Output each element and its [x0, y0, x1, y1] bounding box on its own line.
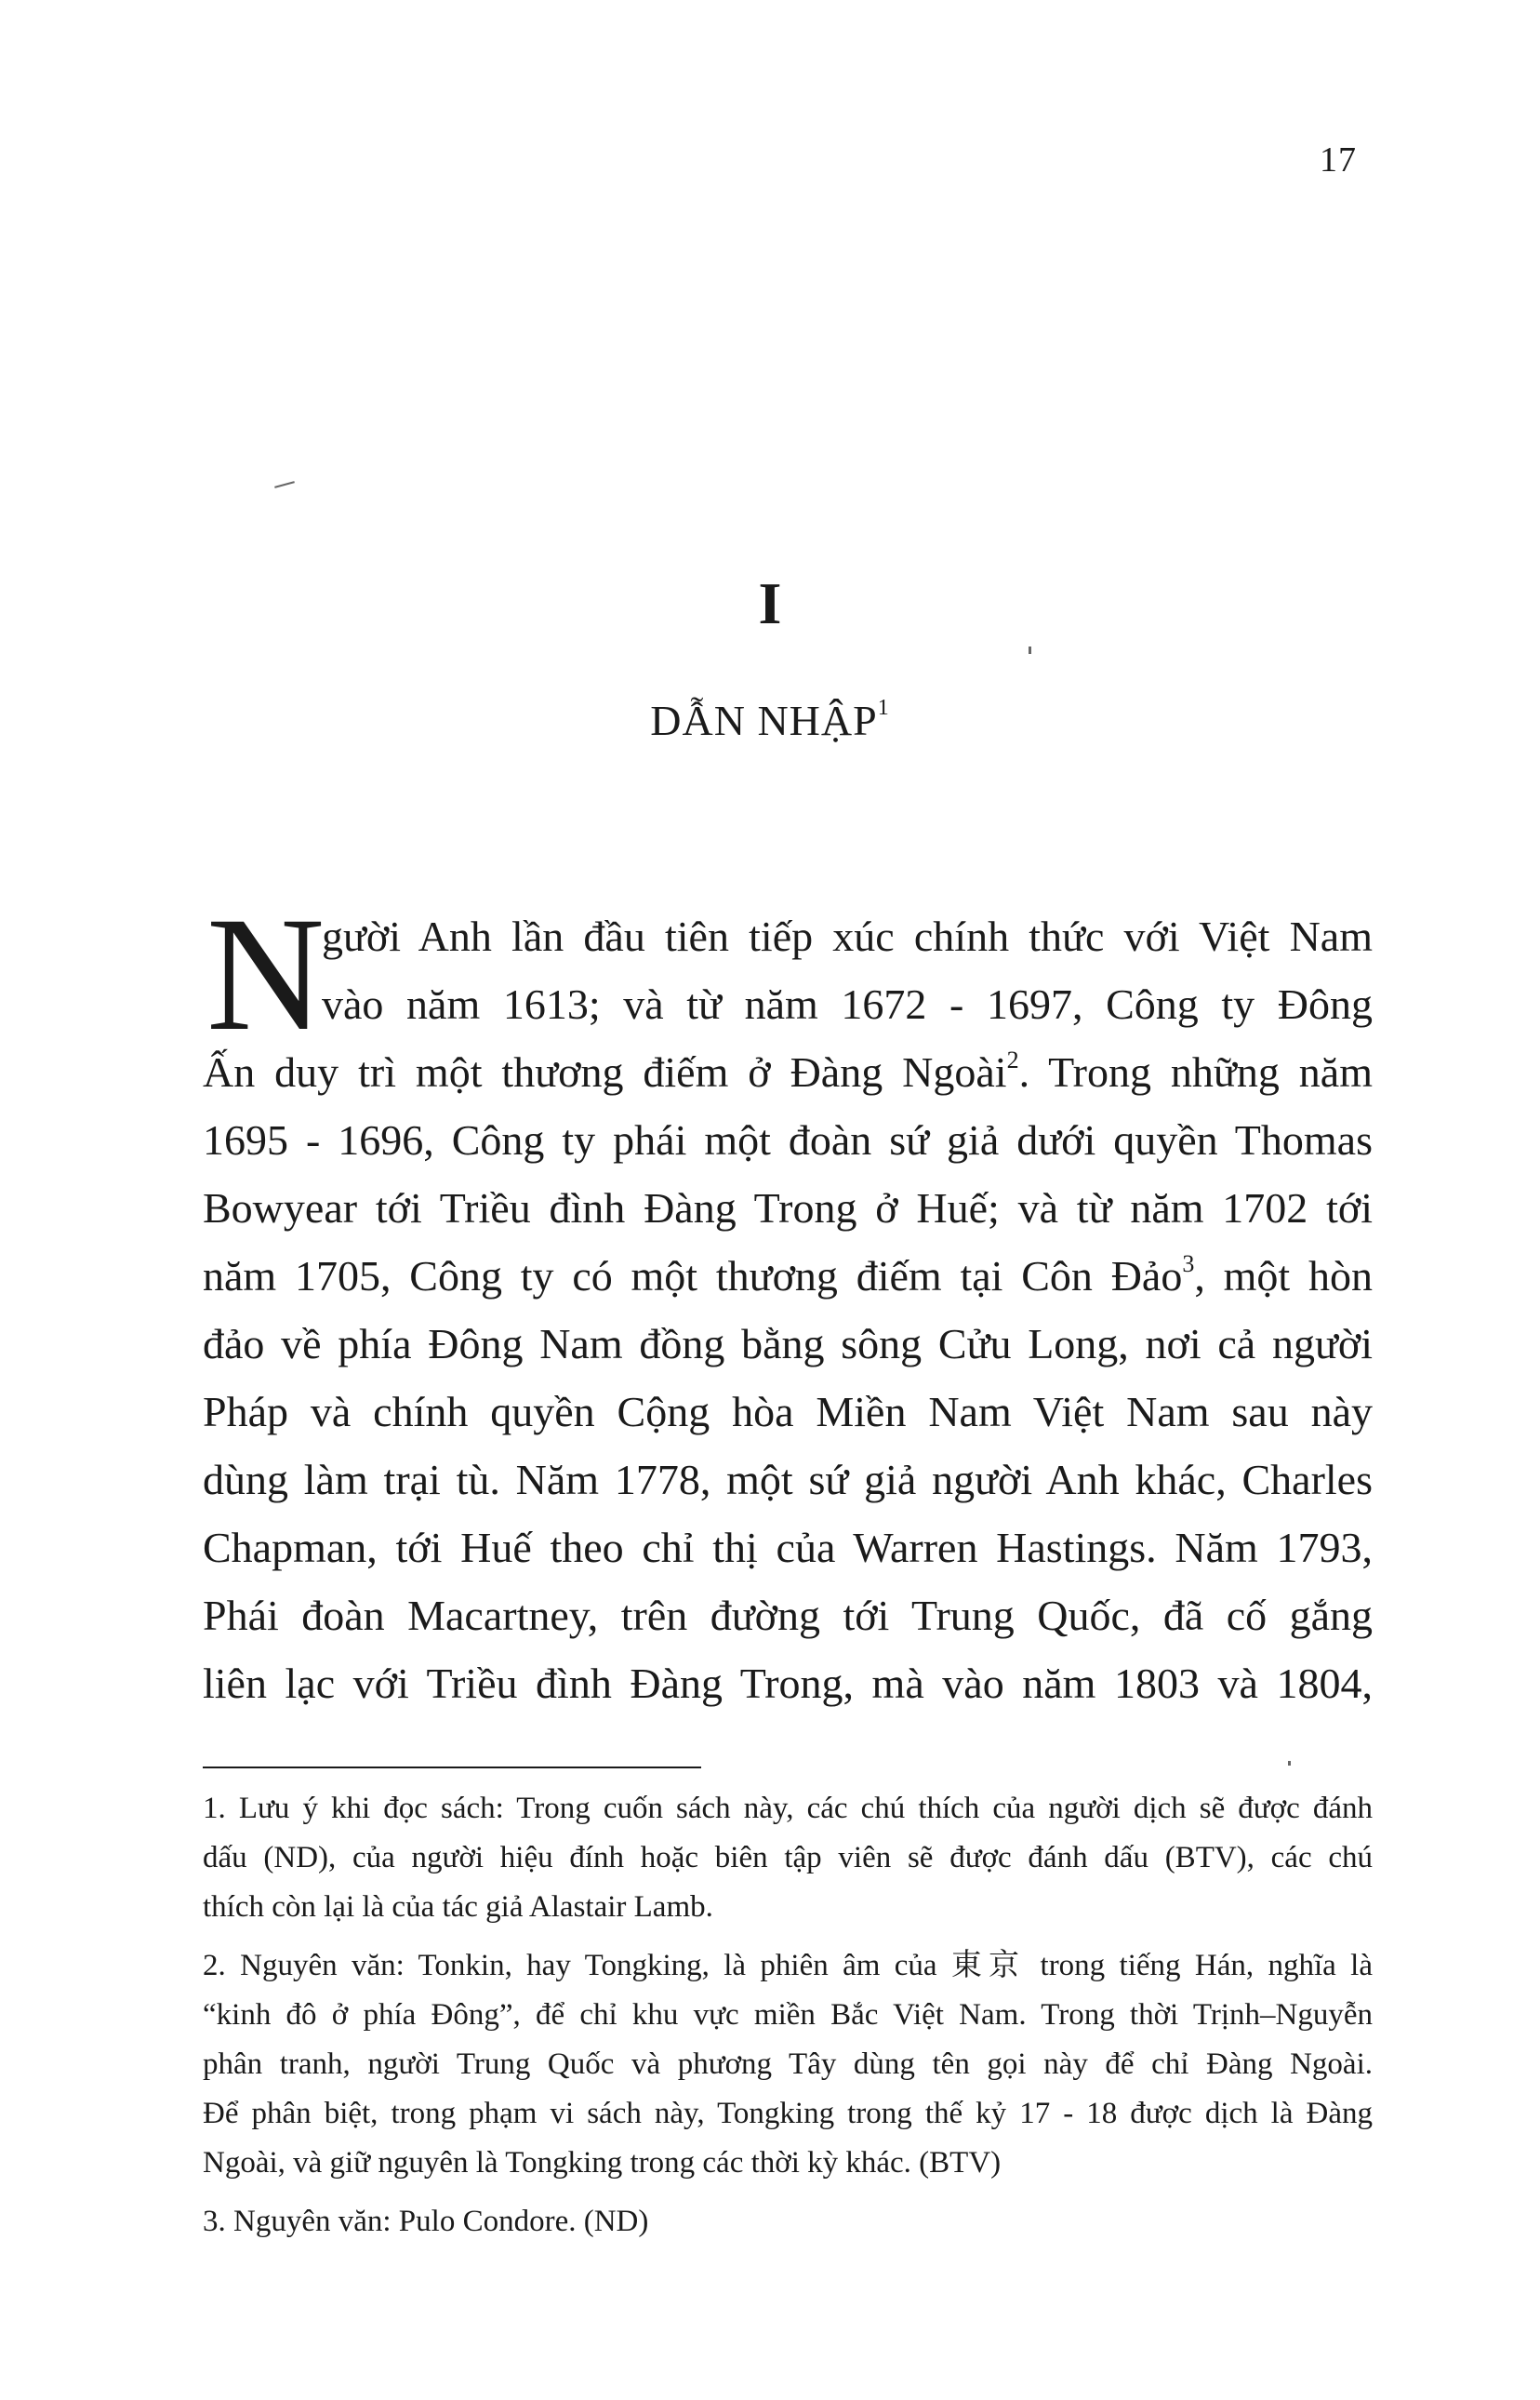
- chapter-title: [0, 696, 1540, 745]
- footnote-line: “kinh đô ở phía Đông”, để chỉ khu vực miền Bắc Việt Nam. Trong thời Trịnh–Nguyễn: [203, 1998, 1373, 2032]
- footnote-line: 2. Nguyên văn: Tonkin, hay Tongking, là phiên âm của 東京 trong tiếng Hán, nghĩa là: [203, 1949, 1373, 1982]
- footnote-1: [203, 1784, 1373, 1932]
- body-line-text: Ấn duy trì một thương điếm ở Đàng Ngoài: [203, 1048, 1007, 1096]
- body-line: đảo về phía Đông Nam đồng bằng sông Cửu Long, nơi cả người: [203, 1320, 1373, 1367]
- footnote-line: Để phân biệt, trong phạm vi sách này, Tongking trong thế kỷ 17 - 18 được dịch là Đàng: [203, 2097, 1373, 2130]
- footnote-line: dấu (ND), của người hiệu đính hoặc biên tập viên sẽ được đánh dấu (BTV), các chú: [203, 1841, 1373, 1874]
- chapter-numeral: I: [758, 570, 782, 636]
- footnote-ref: 2: [1006, 1047, 1019, 1073]
- footnote-2: [203, 1941, 1373, 2188]
- body-line: [203, 1038, 1373, 1106]
- page-number: 17: [1320, 140, 1357, 180]
- body-text: [203, 884, 1374, 1717]
- footnotes: [203, 1784, 1373, 2256]
- footnote-line: phân tranh, người Trung Quốc và phương Tây dùng tên gọi này để chỉ Đàng Ngoài.: [203, 2047, 1373, 2081]
- body-line-text: , một hòn: [1194, 1252, 1374, 1300]
- body-line: 1695 - 1696, Công ty phái một đoàn sứ giả dưới quyền Thomas: [203, 1116, 1373, 1164]
- footnote-ref: 1: [877, 696, 890, 720]
- footnote-ref: 3: [1182, 1250, 1195, 1277]
- footnote-line: 3. Nguyên văn: Pulo Condore. (ND): [203, 2205, 649, 2238]
- body-line: dùng làm trại tù. Năm 1778, một sứ giả người Anh khác, Charles: [203, 1456, 1373, 1503]
- body-line: Phái đoàn Macartney, trên đường tới Trung Quốc, đã cố gắng: [203, 1592, 1373, 1639]
- print-speck: [1029, 647, 1031, 654]
- print-speck: [1288, 1761, 1291, 1766]
- body-line: Bowyear tới Triều đình Đàng Trong ở Huế; và từ năm 1702 tới: [203, 1184, 1373, 1232]
- print-speck: [274, 481, 295, 488]
- footnote-line: thích còn lại là của tác giả Alastair Lamb.: [203, 1890, 713, 1924]
- body-line: [203, 1242, 1373, 1310]
- footnote-line: 1. Lưu ý khi đọc sách: Trong cuốn sách này, các chú thích của người dịch sẽ được đánh: [203, 1792, 1373, 1825]
- body-line-text: . Trong những năm: [1018, 1048, 1373, 1096]
- body-line: Chapman, tới Huế theo chỉ thị của Warren Hastings. Năm 1793,: [203, 1524, 1373, 1571]
- drop-cap: N: [206, 884, 325, 1065]
- body-line: Pháp và chính quyền Cộng hòa Miền Nam Việt Nam sau này: [203, 1388, 1373, 1435]
- body-line-text: năm 1705, Công ty có một thương điếm tại Côn Đảo: [203, 1252, 1183, 1300]
- footnote-3: [203, 2197, 1373, 2247]
- body-line: vào năm 1613; và từ năm 1672 - 1697, Công ty Đông: [322, 980, 1373, 1028]
- footnote-divider: [203, 1767, 701, 1768]
- body-line: liên lạc với Triều đình Đàng Trong, mà vào năm 1803 và 1804,: [203, 1660, 1373, 1707]
- body-line: gười Anh lần đầu tiên tiếp xúc chính thức với Việt Nam: [322, 913, 1373, 960]
- chapter-title-text: DẪN NHẬP: [650, 697, 878, 744]
- footnote-line: Ngoài, và giữ nguyên là Tongking trong các thời kỳ khác. (BTV): [203, 2146, 1002, 2180]
